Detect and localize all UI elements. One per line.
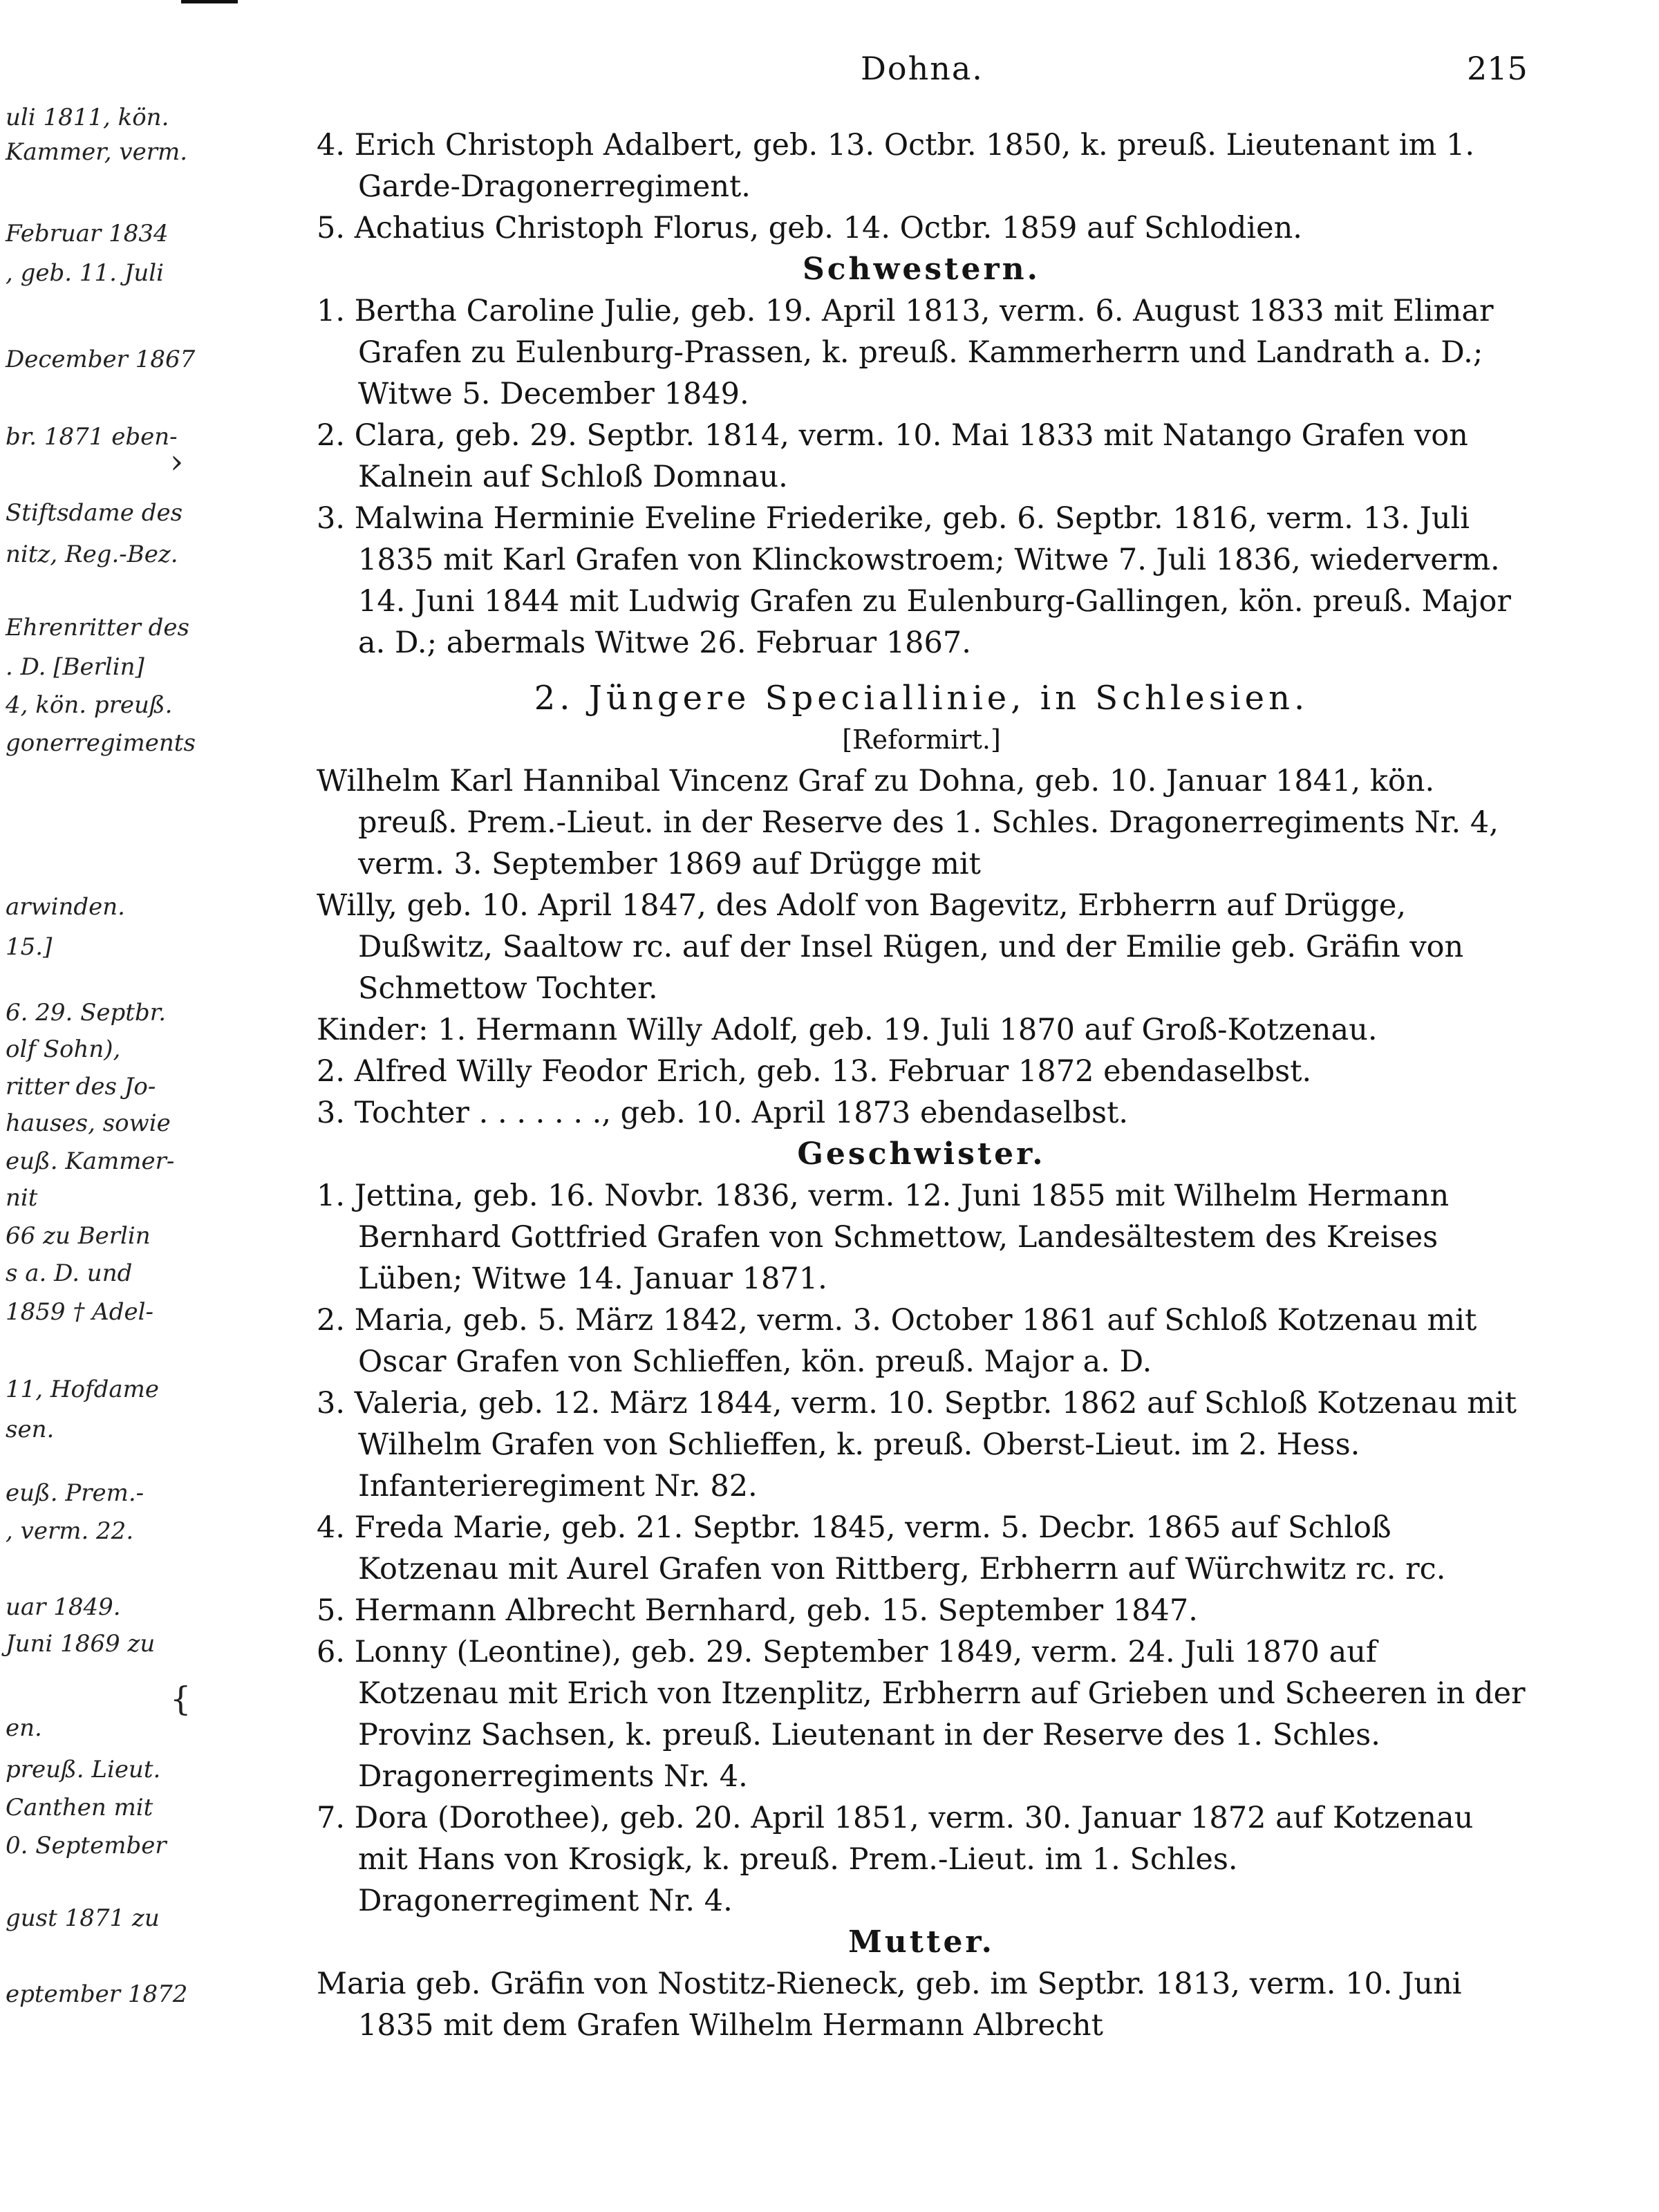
margin-line: Februar 1834 xyxy=(6,220,169,247)
margin-line: uar 1849. xyxy=(6,1593,121,1621)
bracket-mark: › xyxy=(170,442,184,481)
margin-line: eptember 1872 xyxy=(6,1980,188,2008)
margin-line: gonerregiments xyxy=(6,729,196,757)
genealogy-entry: Kinder: 1. Hermann Willy Adolf, geb. 19. Juli 1870 auf Groß-Kotzenau. xyxy=(317,1013,1378,1047)
section-heading: Geschwister. xyxy=(797,1136,1046,1172)
margin-line: uli 1811, kön. xyxy=(6,104,169,131)
margin-line: arwinden. xyxy=(6,893,125,921)
margin-line: preuß. Lieut. xyxy=(6,1756,161,1783)
margin-line: s a. D. und xyxy=(6,1259,133,1287)
margin-line: Ehrenritter des xyxy=(6,614,189,641)
top-rule xyxy=(181,0,238,3)
genealogy-entry: 1. Bertha Caroline Julie, geb. 19. April 1813, verm. 6. August 1833 mit Elimar Grafen zu Eulenburg-Prassen, k. preuß. Kammerherrn und Landrath a. D.; Witwe 5. December 1849. xyxy=(317,294,1494,411)
genealogy-entry: 2. Maria, geb. 5. März 1842, verm. 3. October 1861 auf Schloß Kotzenau mit Oscar Grafen von Schlieffen, kön. preuß. Major a. D. xyxy=(317,1303,1477,1379)
margin-line: euß. Kammer- xyxy=(6,1147,175,1175)
margin-line: . D. [Berlin] xyxy=(6,653,144,681)
margin-line: br. 1871 eben- xyxy=(6,423,178,451)
genealogy-entry: 5. Achatius Christoph Florus, geb. 14. Octbr. 1859 auf Schlodien. xyxy=(317,211,1302,245)
margin-line: 66 zu Berlin xyxy=(6,1222,151,1250)
margin-line: nitz, Reg.-Bez. xyxy=(6,541,178,568)
margin-line: gust 1871 zu xyxy=(6,1904,160,1932)
genealogy-entry: 5. Hermann Albrecht Bernhard, geb. 15. September 1847. xyxy=(317,1593,1198,1628)
margin-line: hauses, sowie xyxy=(6,1109,171,1137)
genealogy-entry: 6. Lonny (Leontine), geb. 29. September 1849, verm. 24. Juli 1870 auf Kotzenau mit Erich von Itzenplitz, Erbherrn auf Grieben und Scheeren in der Provinz Sachsen, k. preuß. Lieutenant in der Reserve des 1. Schles. Dragonerregiments Nr. 4. xyxy=(317,1635,1526,1794)
margin-line: olf Sohn), xyxy=(6,1035,121,1063)
margin-line: nit xyxy=(6,1184,38,1212)
genealogy-entry: 4. Erich Christoph Adalbert, geb. 13. Octbr. 1850, k. preuß. Lieutenant im 1. Garde-Dragonerregiment. xyxy=(317,128,1474,204)
margin-line: Stiftsdame des xyxy=(6,499,183,527)
running-title: Dohna. xyxy=(861,50,984,87)
margin-line: , geb. 11. Juli xyxy=(6,259,165,287)
page-number: 215 xyxy=(1467,50,1528,87)
body-text xyxy=(317,124,1526,2046)
margin-line: 6. 29. Septbr. xyxy=(6,999,167,1027)
margin-line: 1859 † Adel- xyxy=(6,1298,153,1326)
previous-page-margin xyxy=(0,0,196,2212)
margin-line: sen. xyxy=(6,1416,55,1443)
genealogy-entry: 7. Dora (Dorothee), geb. 20. April 1851, verm. 30. Januar 1872 auf Kotzenau mit Hans von Krosigk, k. preuß. Prem.-Lieut. im 1. Schles. Dragonerregiment Nr. 4. xyxy=(317,1801,1474,1918)
genealogy-entry: 1. Jettina, geb. 16. Novbr. 1836, verm. 12. Juni 1855 mit Wilhelm Hermann Bernhard Gottfried Grafen von Schmettow, Landesältestem des Kreises Lüben; Witwe 14. Januar 1871. xyxy=(317,1179,1450,1296)
margin-line: 15.] xyxy=(6,933,53,961)
genealogy-entry: 4. Freda Marie, geb. 21. Septbr. 1845, verm. 5. Decbr. 1865 auf Schloß Kotzenau mit Aurel Grafen von Rittberg, Erbherrn auf Würchwitz rc. rc. xyxy=(317,1510,1446,1586)
margin-line: en. xyxy=(6,1714,42,1742)
margin-line: ritter des Jo- xyxy=(6,1073,156,1100)
section-heading: Schwestern. xyxy=(802,252,1040,287)
genealogy-entry: Wilhelm Karl Hannibal Vincenz Graf zu Dohna, geb. 10. Januar 1841, kön. preuß. Prem.-Lieut. in der Reserve des 1. Schles. Dragonerregiments Nr. 4, verm. 3. September 1869 auf Drügge mit xyxy=(317,764,1499,881)
page-header xyxy=(0,50,1659,98)
margin-line: Juni 1869 zu xyxy=(6,1630,156,1658)
genealogy-entry: 2. Alfred Willy Feodor Erich, geb. 13. Februar 1872 ebendaselbst. xyxy=(317,1054,1312,1089)
margin-line: , verm. 22. xyxy=(6,1517,134,1545)
genealogy-entry: Willy, geb. 10. April 1847, des Adolf von Bagevitz, Erbherrn auf Drügge, Dußwitz, Saaltow rc. auf der Insel Rügen, und der Emilie geb. Gräfin von Schmettow Tochter. xyxy=(317,888,1464,1006)
margin-line: Kammer, verm. xyxy=(6,138,188,166)
genealogy-entry: 3. Malwina Herminie Eveline Friederike, geb. 6. Septbr. 1816, verm. 13. Juli 1835 mit Karl Grafen von Klinckowstroem; Witwe 7. Juli 1836, wiederverm. 14. Juni 1844 mit Ludwig Grafen zu Eulenburg-Gallingen, kön. preuß. Major a. D.; abermals Witwe 26. Februar 1867. xyxy=(317,501,1511,660)
genealogy-entry: 3. Valeria, geb. 12. März 1844, verm. 10. Septbr. 1862 auf Schloß Kotzenau mit Wilhelm Grafen von Schlieffen, k. preuß. Oberst-Lieut. im 2. Hess. Infanterieregiment Nr. 82. xyxy=(317,1386,1517,1503)
margin-line: 11, Hofdame xyxy=(6,1376,159,1403)
confession-note: [Reformirt.] xyxy=(842,724,1001,755)
genealogy-entry: 3. Tochter . . . . . . ., geb. 10. April 1873 ebendaselbst. xyxy=(317,1096,1129,1130)
line-heading: 2. Jüngere Speciallinie, in Schlesien. xyxy=(534,679,1309,718)
margin-line: Canthen mit xyxy=(6,1794,153,1821)
genealogy-entry: Maria geb. Gräfin von Nostitz-Rieneck, geb. im Septbr. 1813, verm. 10. Juni 1835 mit dem Grafen Wilhelm Hermann Albrecht xyxy=(317,1967,1462,2043)
margin-line: euß. Prem.- xyxy=(6,1479,144,1507)
margin-line: 4, kön. preuß. xyxy=(6,691,173,719)
margin-line: 0. September xyxy=(6,1832,167,1859)
margin-line: December 1867 xyxy=(6,346,196,373)
bracket-mark: { xyxy=(170,1680,191,1718)
section-heading: Mutter. xyxy=(848,1924,995,1960)
genealogy-entry: 2. Clara, geb. 29. Septbr. 1814, verm. 10. Mai 1833 mit Natango Grafen von Kalnein auf Schloß Domnau. xyxy=(317,418,1468,494)
